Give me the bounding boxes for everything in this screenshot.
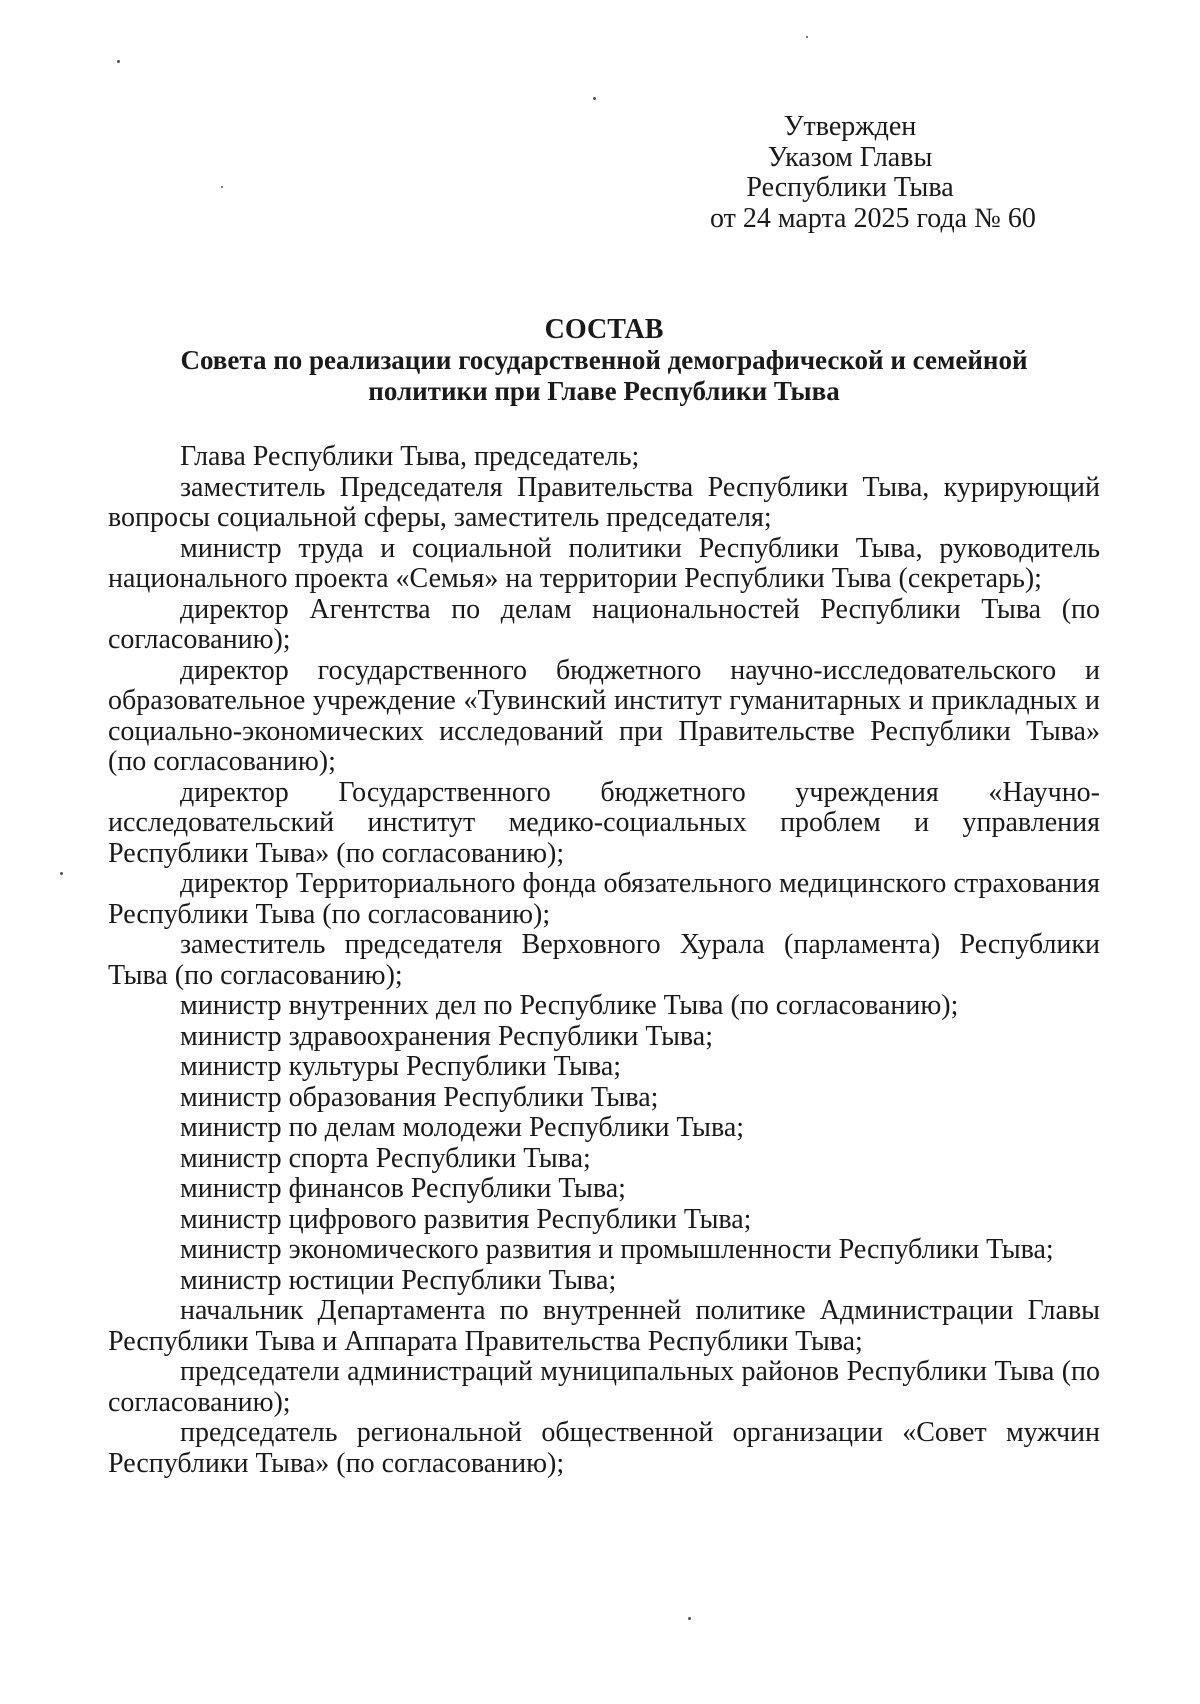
approval-date: от 24 марта 2025 года № 60 — [710, 202, 1036, 234]
document-subtitle-line: Совета по реализации государственной демографической и семейной — [180, 345, 1028, 375]
member-item: заместитель Председателя Правительства Республики Тыва, курирующий вопросы социальной сферы, заместитель председателя; — [108, 471, 1100, 533]
member-item: министр спорта Республики Тыва; — [180, 1142, 591, 1174]
member-item: министр культуры Республики Тыва; — [180, 1051, 622, 1082]
scan-speck — [688, 1617, 691, 1620]
members-list — [108, 442, 1100, 1479]
document-subtitle-line: политики при Главе Республики Тыва — [368, 376, 840, 406]
scan-speck — [221, 186, 223, 188]
approval-line: Утвержден — [783, 111, 917, 142]
member-item: министр финансов Республики Тыва; — [180, 1173, 626, 1204]
member-item: министр юстиции Республики Тыва; — [180, 1264, 617, 1296]
member-item: министр цифрового развития Республики Тыва; — [180, 1203, 752, 1235]
scan-speck — [806, 36, 808, 38]
member-item: председатели администраций муниципальных районов Республики Тыва (по согласованию); — [108, 1356, 1100, 1418]
member-item: министр по делам молодежи Республики Тыва; — [180, 1112, 745, 1143]
member-item: министр внутренних дел по Республике Тыва (по согласованию); — [180, 990, 959, 1021]
scan-speck — [117, 60, 120, 63]
member-item: директор Государственного бюджетного учреждения «Научно-исследовательский институт медико-социальных проблем и управления Республики Тыва» (по согласованию); — [108, 776, 1100, 869]
member-item: министр труда и социальной политики Республики Тыва, руководитель национального проекта «Семья» на территории Республики Тыва (секретарь); — [108, 532, 1100, 594]
document-heading — [108, 314, 1100, 407]
scan-speck — [60, 872, 63, 875]
member-item: председатель региональной общественной организации «Совет мужчин Республики Тыва» (по согласованию); — [108, 1417, 1100, 1479]
member-item: министр образования Республики Тыва; — [180, 1081, 659, 1113]
member-item: министр здравоохранения Республики Тыва; — [180, 1020, 713, 1052]
member-item: начальник Департамента по внутренней политике Администрации Главы Республики Тыва и Аппарата Правительства Республики Тыва; — [108, 1295, 1100, 1357]
member-item: министр экономического развития и промышленности Республики Тыва; — [180, 1234, 1054, 1265]
approval-line: Указом Главы — [767, 141, 933, 173]
member-item: заместитель председателя Верховного Хурала (парламента) Республики Тыва (по согласованию); — [108, 929, 1100, 991]
approval-stamp-block — [700, 111, 1036, 234]
scan-speck — [593, 97, 596, 100]
member-item: директор Агентства по делам национальностей Республики Тыва (по согласованию); — [108, 593, 1100, 655]
member-item: директор государственного бюджетного научно-исследовательского и образовательное учреждение «Тувинский институт гуманитарных и прикладных и социально-экономических исследований при Правительстве Республики Тыва» (по согласованию); — [108, 654, 1100, 777]
document-title: СОСТАВ — [544, 314, 664, 345]
member-item: Глава Республики Тыва, председатель; — [180, 441, 640, 472]
approval-line: Республики Тыва — [746, 172, 954, 203]
member-item: директор Территориального фонда обязательного медицинского страхования Республики Тыва (по согласованию); — [108, 868, 1100, 930]
